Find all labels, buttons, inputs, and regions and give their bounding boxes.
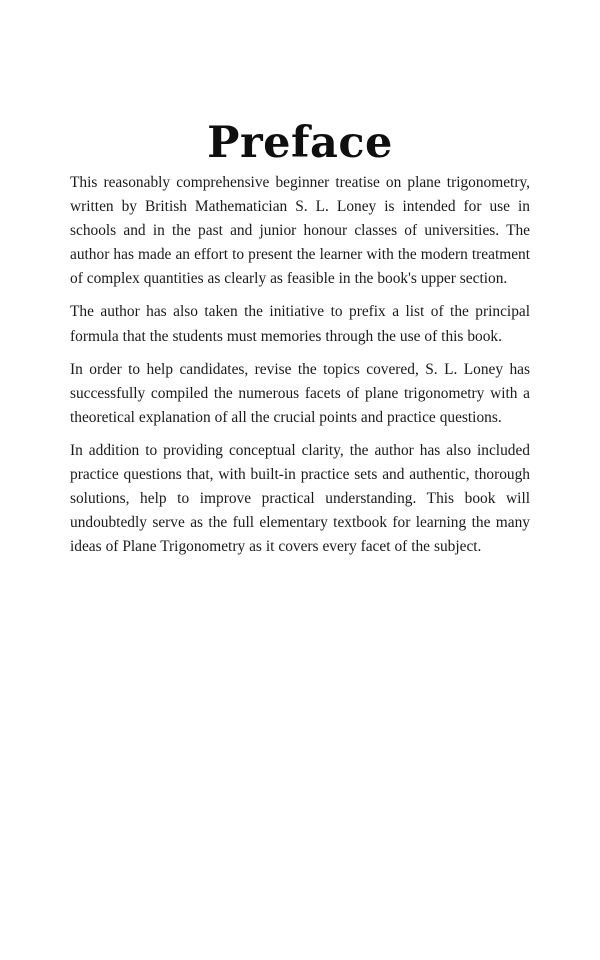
paragraph-3: In order to help candidates, revise the topics covered, S. L. Loney has successfully compiled the numerous facets of plane trigonometry with a theoretical explanation of all the crucial points and practice questions. (70, 360, 530, 426)
paragraph-1: This reasonably comprehensive beginner treatise on plane trigonometry, written by British Mathematician S. L. Loney is intended for use in schools and in the past and junior honour classes of universities. The author has made an effort to present the learner with the modern treatment of complex quantities as clearly as feasible in the book's upper section. (70, 174, 530, 288)
body-text-block (70, 171, 530, 559)
paragraph-2: The author has also taken the initiative to prefix a list of the principal formula that the students must memories through the use of this book. (70, 303, 530, 345)
paragraph-4: In addition to providing conceptual clarity, the author has also included practice questions that, with built-in practice sets and authentic, thorough solutions, help to improve practical understanding. This book will undoubtedly serve as the full elementary textbook for learning the many ideas of Plane Trigonometry as it covers every facet of the subject. (70, 441, 530, 556)
page-title: Preface (207, 117, 393, 168)
